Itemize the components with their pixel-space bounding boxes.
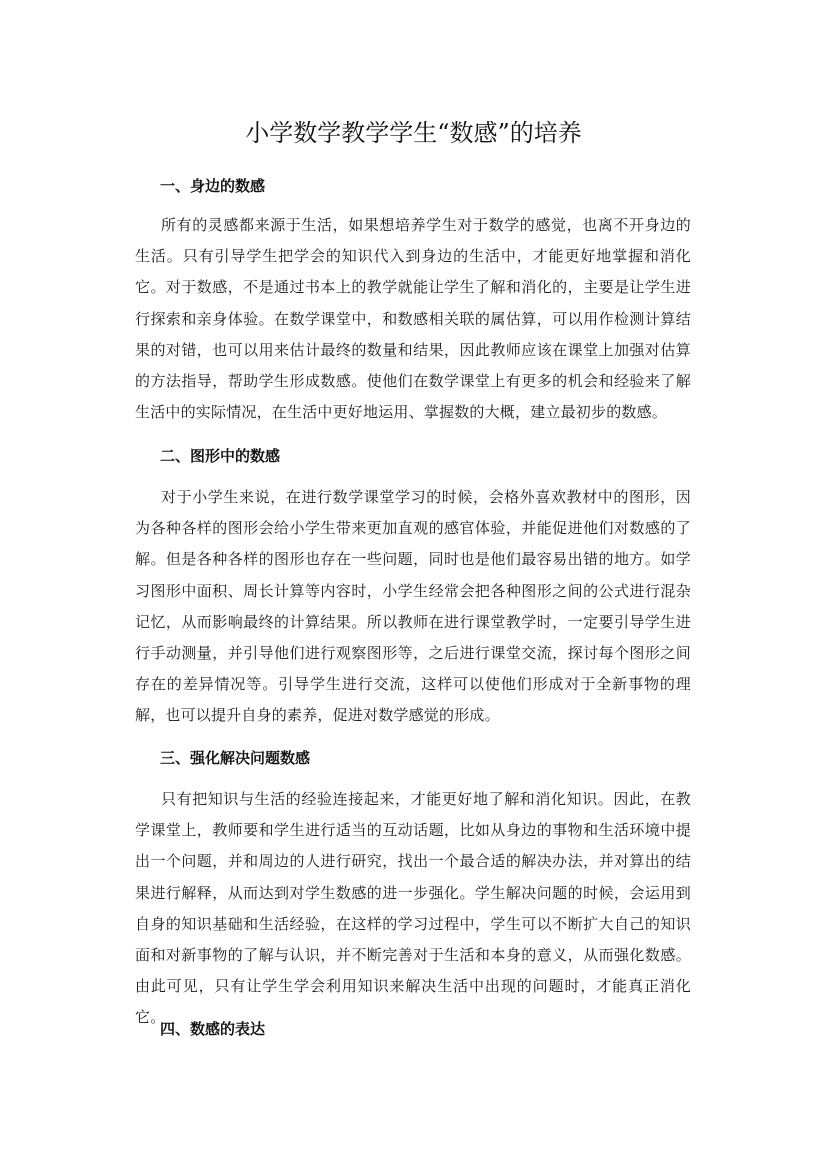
section-heading-3: 三、强化解决问题数感: [160, 749, 311, 767]
section-paragraph-1: 所有的灵感都来源于生活，如果想培养学生对于数学的感觉，也离不开身边的生活。只有引导学生把学会的知识代入到身边的生活中，才能更好地掌握和消化它。对于数感，不是通过书本上的教学就能让学生了解和消化的，主要是让学生进行探索和亲身体验。在数学课堂中，和数感相关联的属估算，可以用作检测计算结果的对错，也可以用来估计最终的数量和结果，因此教师应该在课堂上加强对估算的方法指导，帮助学生形成数感。使他们在数学课堂上有更多的机会和经验来了解生活中的实际情况，在生活中更好地运用、掌握数的大概，建立最初步的数感。: [135, 216, 691, 422]
section-heading-1: 一、身边的数感: [160, 177, 266, 195]
section-heading-4: 四、数感的表达: [160, 1020, 266, 1038]
section-paragraph-3: 只有把知识与生活的经验连接起来，才能更好地了解和消化知识。因此，在教学课堂上，教师要和学生进行适当的互动话题，比如从身边的事物和生活环境中提出一个问题，并和周边的人进行研究，找出一个最合适的解决办法，并对算出的结果进行解释，从而达到对学生数感的进一步强化。学生解决问题的时候，会运用到自身的知识基础和生活经验，在这样的学习过程中，学生可以不断扩大自己的知识面和对新事物的了解与认识，并不断完善对于生活和本身的意义，从而强化数感。由此可见，只有让学生学会利用知识来解决生活中出现的问题时，才能真正消化它。: [135, 790, 691, 1027]
document-title: 小学数学教学学生“数感”的培养: [245, 119, 582, 147]
section-paragraph-2: 对于小学生来说，在进行数学课堂学习的时候，会格外喜欢教材中的图形，因为各种各样的图形会给小学生带来更加直观的感官体验，并能促进他们对数感的了解。但是各种各样的图形也存在一些问题，同时也是他们最容易出错的地方。如学习图形中面积、周长计算等内容时，小学生经常会把各种图形之间的公式进行混杂记忆，从而影响最终的计算结果。所以教师在进行课堂教学时，一定要引导学生进行手动测量，并引导他们进行观察图形等，之后进行课堂交流，探讨每个图形之间存在的差异情况等。引导学生进行交流，这样可以使他们形成对于全新事物的理解，也可以提升自身的素养，促进对数学感觉的形成。: [135, 488, 691, 725]
section-heading-2: 二、图形中的数感: [160, 447, 281, 465]
